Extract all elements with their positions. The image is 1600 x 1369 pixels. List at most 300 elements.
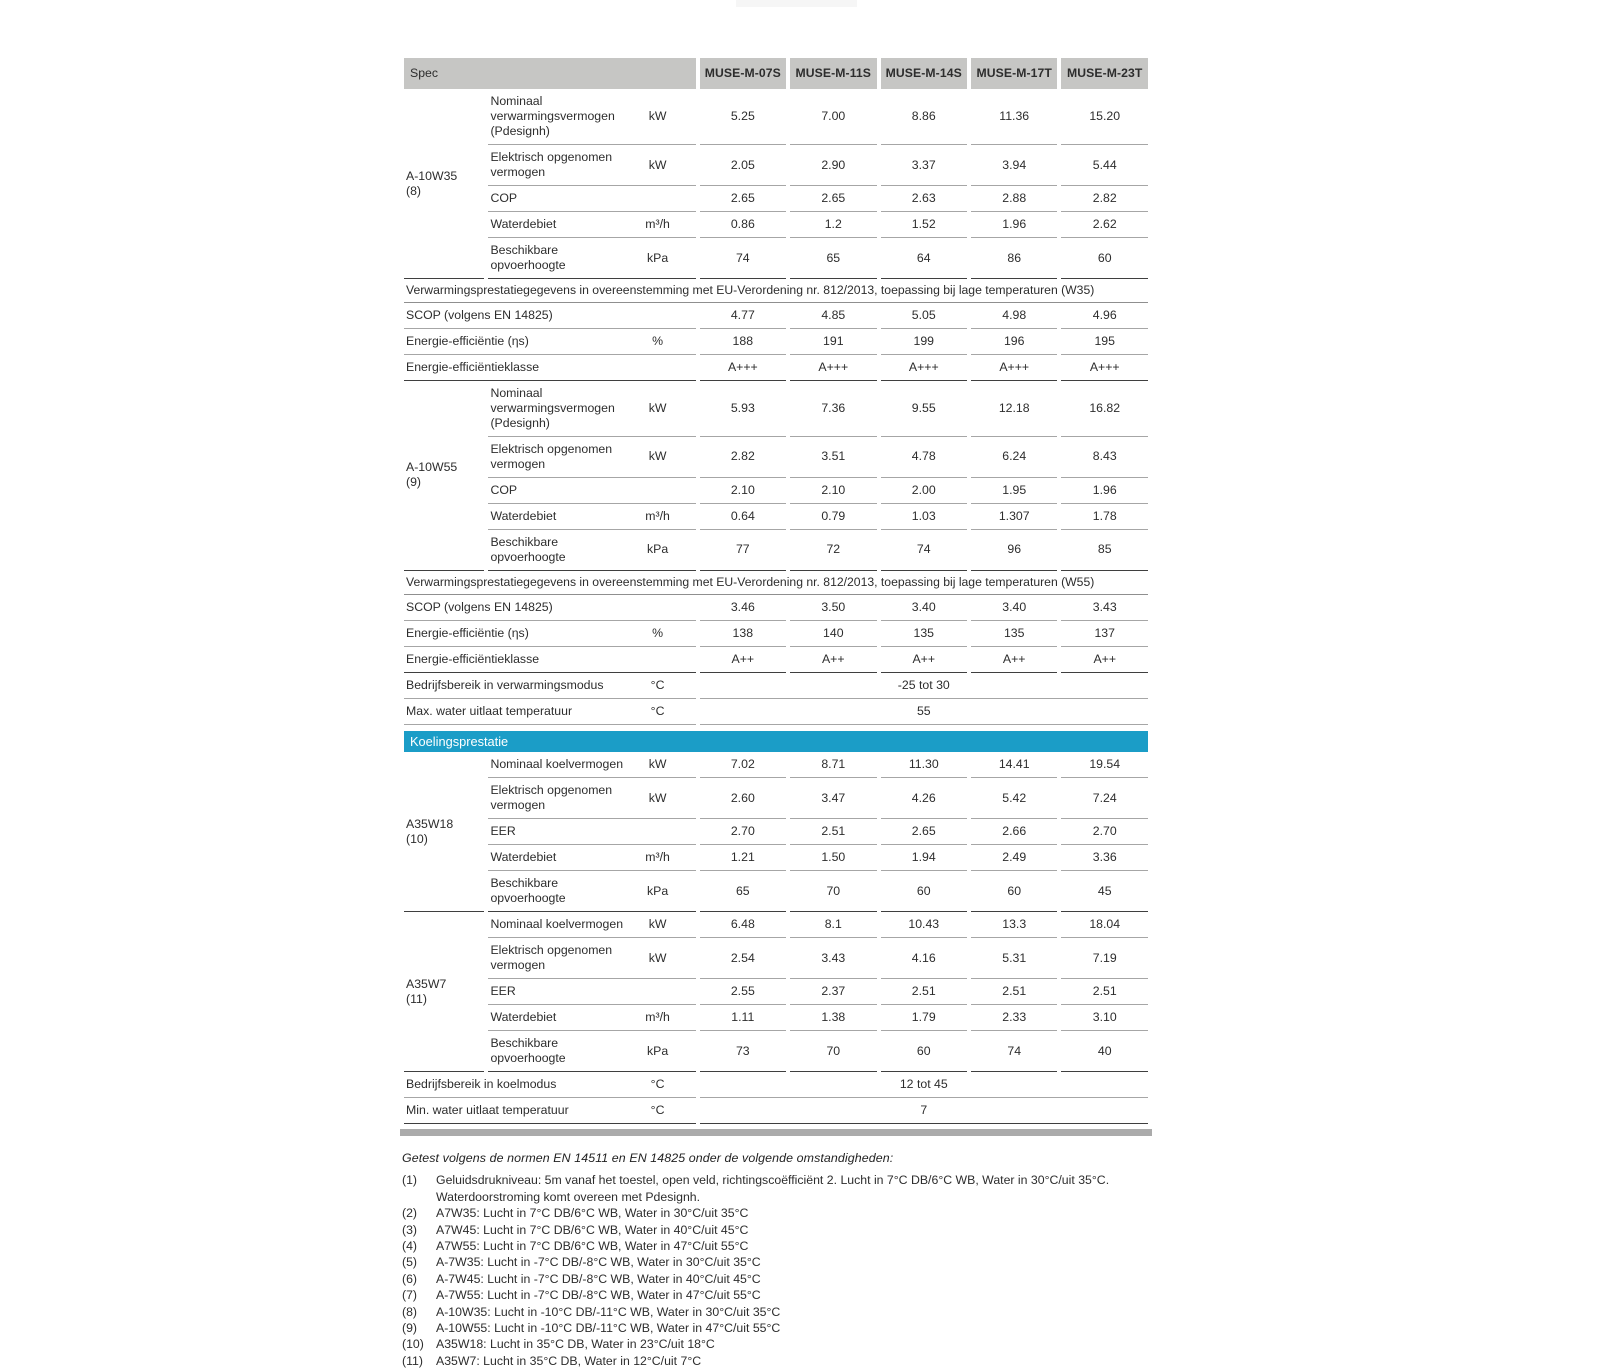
- spec-value: A++: [790, 647, 876, 673]
- spec-name: Elektrisch opgenomen vermogen: [490, 943, 613, 973]
- spec-unit: kW: [648, 790, 667, 805]
- spec-header-cell: Spec: [404, 58, 696, 89]
- spec-value: 5.25: [700, 89, 786, 145]
- spec-name-cell: [404, 621, 696, 647]
- footnote-line: A-7W35: Lucht in -7°C DB/-8°C WB, Water in 30°C/uit 35°C: [436, 1255, 761, 1270]
- spec-value: A++: [700, 647, 786, 673]
- spec-name-cell: [488, 437, 695, 478]
- spec-name-cell: [488, 778, 695, 819]
- spec-value: 2.82: [700, 437, 786, 478]
- spec-value: 11.30: [881, 752, 967, 778]
- spec-value: 8.86: [881, 89, 967, 145]
- spec-name-cell: [404, 355, 696, 381]
- spec-value: 188: [700, 329, 786, 355]
- spec-value: 0.64: [700, 504, 786, 530]
- spec-value: 2.63: [881, 186, 967, 212]
- spec-value: 2.70: [700, 819, 786, 845]
- spec-name: COP: [490, 482, 518, 497]
- footnote-text: [436, 1336, 1152, 1352]
- table-row: [404, 621, 1148, 647]
- spec-value: 8.71: [790, 752, 876, 778]
- table-row: [404, 752, 1148, 778]
- spec-value: A++: [881, 647, 967, 673]
- spec-value: 2.37: [790, 979, 876, 1005]
- spec-name-cell: [404, 699, 696, 725]
- footnote-item: [402, 1287, 1152, 1303]
- spec-value: 1.94: [881, 845, 967, 871]
- spec-unit: %: [652, 625, 664, 640]
- spec-name: Beschikbare opvoerhoogte: [490, 1036, 566, 1066]
- spec-value: 72: [790, 530, 876, 571]
- spec-unit: kW: [648, 757, 667, 772]
- spec-value: 2.10: [700, 478, 786, 504]
- table-row: [404, 673, 1148, 699]
- footnote-text: [436, 1271, 1152, 1287]
- spec-value: 3.10: [1061, 1005, 1148, 1031]
- section-text-row: [404, 279, 1148, 303]
- section-text-row: [404, 571, 1148, 595]
- footnote-text: [436, 1254, 1152, 1270]
- spec-value: 3.51: [790, 437, 876, 478]
- footnote-line: Waterdoorstroming komt overeen met Pdesignh.: [436, 1189, 701, 1204]
- footnote-line: A7W55: Lucht in 7°C DB/6°C WB, Water in 47°C/uit 55°C: [436, 1238, 749, 1253]
- spec-value: 196: [971, 329, 1057, 355]
- spec-unit: m³/h: [645, 508, 670, 523]
- spec-name-cell: [488, 979, 695, 1005]
- spec-value: 1.11: [700, 1005, 786, 1031]
- spec-value: 14.41: [971, 752, 1057, 778]
- spec-name-cell: [404, 1072, 696, 1098]
- spec-unit: kPa: [646, 883, 669, 898]
- spec-name-cell: [488, 89, 695, 145]
- spec-value: A+++: [700, 355, 786, 381]
- spec-value: 16.82: [1061, 381, 1148, 437]
- model-header-cell: MUSE-M-14S: [881, 58, 967, 89]
- spec-value: 2.70: [1061, 819, 1148, 845]
- footnote-text: [436, 1238, 1152, 1254]
- table-row: [404, 329, 1148, 355]
- table-row: [404, 1072, 1148, 1098]
- spec-value: 2.51: [881, 979, 967, 1005]
- footnote-list: [402, 1172, 1152, 1369]
- spec-name-cell: [404, 303, 696, 329]
- table-row: [404, 1031, 1148, 1072]
- spec-name-cell: [404, 329, 696, 355]
- model-header-cell: MUSE-M-23T: [1061, 58, 1148, 89]
- table-row: [404, 595, 1148, 621]
- spec-value: 8.1: [790, 912, 876, 938]
- spec-value: 12.18: [971, 381, 1057, 437]
- spec-value: 3.36: [1061, 845, 1148, 871]
- footnote-item: [402, 1238, 1152, 1254]
- spec-value: 15.20: [1061, 89, 1148, 145]
- footnotes: [400, 1151, 1152, 1369]
- footnote-text: [436, 1172, 1152, 1205]
- spec-value: 2.88: [971, 186, 1057, 212]
- spec-value: 135: [881, 621, 967, 647]
- table-row: [404, 871, 1148, 912]
- footnote-text: [436, 1353, 1152, 1369]
- spec-value: 2.65: [881, 819, 967, 845]
- spec-value: A+++: [971, 355, 1057, 381]
- spec-value: 1.96: [971, 212, 1057, 238]
- spec-name: Nominaal koelvermogen: [490, 757, 624, 772]
- spec-range-value: 55: [700, 699, 1148, 725]
- footnote-line: Geluidsdrukniveau: 5m vanaf het toestel, open veld, richtingscoëfficiënt 2. Lucht in 7°C DB/6°C WB, Water in 30°C/uit 35°C.: [436, 1173, 1110, 1188]
- footnote-item: [402, 1320, 1152, 1336]
- table-row: [404, 504, 1148, 530]
- spec-name-cell: [404, 1098, 696, 1124]
- spec-unit: kW: [648, 917, 667, 932]
- spec-value: 60: [881, 871, 967, 912]
- spec-table: [400, 58, 1152, 1124]
- spec-name-cell: [488, 871, 695, 912]
- table-row: [404, 1005, 1148, 1031]
- spec-name: Elektrisch opgenomen vermogen: [490, 150, 613, 179]
- spec-name-cell: [488, 504, 695, 530]
- spec-value: 2.33: [971, 1005, 1057, 1031]
- group-code: A-10W55: [406, 460, 458, 475]
- table-row: [404, 186, 1148, 212]
- footnote-number: (1): [402, 1173, 418, 1188]
- spec-name-cell: [404, 595, 696, 621]
- footnote-text: [436, 1287, 1152, 1303]
- spec-value: 8.43: [1061, 437, 1148, 478]
- spec-name: Nominaal verwarmingsvermogen (Pdesignh): [490, 94, 615, 138]
- spec-name: SCOP (volgens EN 14825): [406, 599, 553, 614]
- spec-value: 4.85: [790, 303, 876, 329]
- spec-name: Energie-efficiëntieklasse: [406, 359, 540, 374]
- spec-value: 7.19: [1061, 938, 1148, 979]
- spec-value: A++: [1061, 647, 1148, 673]
- group-code: A35W18: [406, 816, 454, 831]
- table-row: [404, 381, 1148, 437]
- spec-sheet: [400, 58, 1152, 1369]
- model-header-cell: MUSE-M-17T: [971, 58, 1057, 89]
- spec-name: Nominaal koelvermogen: [490, 917, 624, 932]
- spec-value: 2.49: [971, 845, 1057, 871]
- spec-name: Waterdebiet: [490, 850, 557, 865]
- spec-value: 11.36: [971, 89, 1057, 145]
- row-group-label: [404, 381, 484, 571]
- section-banner-row: [404, 731, 1148, 753]
- spec-value: 3.40: [881, 595, 967, 621]
- spec-value: 4.96: [1061, 303, 1148, 329]
- footnote-item: [402, 1205, 1152, 1221]
- spec-value: 4.98: [971, 303, 1057, 329]
- spec-value: 1.2: [790, 212, 876, 238]
- spec-value: 40: [1061, 1031, 1148, 1072]
- spec-name: Energie-efficiëntie (ηs): [406, 333, 529, 348]
- spec-value: 4.16: [881, 938, 967, 979]
- spec-value: 45: [1061, 871, 1148, 912]
- footnote-text: [436, 1205, 1152, 1221]
- spec-name: Waterdebiet: [490, 1010, 557, 1025]
- spec-unit: °C: [650, 703, 665, 718]
- spec-value: 7.02: [700, 752, 786, 778]
- table-row: [404, 819, 1148, 845]
- row-group-label: [404, 752, 484, 912]
- spec-name-cell: [488, 938, 695, 979]
- spec-unit: kPa: [646, 250, 669, 265]
- spec-name: Energie-efficiëntie (ηs): [406, 625, 529, 640]
- spec-name-cell: [488, 530, 695, 571]
- footnote-item: [402, 1172, 1152, 1205]
- spec-value: 13.3: [971, 912, 1057, 938]
- spec-name: Min. water uitlaat temperatuur: [406, 1103, 569, 1118]
- table-row: [404, 212, 1148, 238]
- group-footnote-ref: (9): [406, 475, 422, 490]
- spec-value: 4.26: [881, 778, 967, 819]
- footnote-number: (6): [402, 1271, 418, 1286]
- footnote-item: [402, 1254, 1152, 1270]
- footnote-item: [402, 1353, 1152, 1369]
- spec-value: 7.24: [1061, 778, 1148, 819]
- spec-value: 5.31: [971, 938, 1057, 979]
- spec-value: 60: [1061, 238, 1148, 279]
- spec-value: 6.24: [971, 437, 1057, 478]
- spec-name-cell: [488, 819, 695, 845]
- table-row: [404, 303, 1148, 329]
- spec-name: SCOP (volgens EN 14825): [406, 307, 553, 322]
- footnote-number: (3): [402, 1222, 418, 1237]
- spec-name-cell: [488, 381, 695, 437]
- footnote-number: (5): [402, 1255, 418, 1270]
- table-row: [404, 938, 1148, 979]
- spec-value: 74: [700, 238, 786, 279]
- table-row: [404, 355, 1148, 381]
- section-text: Verwarmingsprestatiegegevens in overeenstemming met EU-Verordening nr. 812/2013, toepassing bij lage temperaturen (W55): [404, 571, 1148, 595]
- cooling-banner: Koelingsprestatie: [404, 731, 1148, 753]
- group-footnote-ref: (11): [406, 991, 427, 1006]
- spec-name-cell: [488, 845, 695, 871]
- row-group-label: [404, 89, 484, 279]
- spec-unit: kW: [648, 950, 667, 965]
- spec-value: 3.47: [790, 778, 876, 819]
- spec-value: 64: [881, 238, 967, 279]
- table-row: [404, 647, 1148, 673]
- spec-name-cell: [404, 647, 696, 673]
- spec-unit: kW: [648, 109, 667, 123]
- spec-value: 5.42: [971, 778, 1057, 819]
- row-group-label: [404, 912, 484, 1072]
- spec-name-cell: [488, 752, 695, 778]
- spec-value: 9.55: [881, 381, 967, 437]
- spec-value: 73: [700, 1031, 786, 1072]
- group-code: A35W7: [406, 976, 447, 991]
- spec-value: 1.307: [971, 504, 1057, 530]
- spec-value: 70: [790, 1031, 876, 1072]
- spec-value: 137: [1061, 621, 1148, 647]
- spec-value: 70: [790, 871, 876, 912]
- table-row: [404, 238, 1148, 279]
- spec-name: Beschikbare opvoerhoogte: [490, 876, 566, 906]
- footnote-text: [436, 1222, 1152, 1238]
- table-bottom-bar: [400, 1129, 1152, 1136]
- spec-value: 96: [971, 530, 1057, 571]
- spec-name-cell: [488, 145, 695, 186]
- table-row: [404, 845, 1148, 871]
- table-row: [404, 778, 1148, 819]
- spec-value: 4.77: [700, 303, 786, 329]
- spec-name: Beschikbare opvoerhoogte: [490, 534, 566, 564]
- spec-unit: m³/h: [645, 850, 670, 865]
- footnote-number: (11): [402, 1353, 423, 1368]
- spec-value: 140: [790, 621, 876, 647]
- spec-unit: °C: [650, 1103, 665, 1118]
- footnote-number: (8): [402, 1304, 418, 1319]
- spec-unit: kW: [648, 400, 667, 415]
- spec-value: 1.50: [790, 845, 876, 871]
- footnote-number: (9): [402, 1321, 418, 1336]
- spec-value: 135: [971, 621, 1057, 647]
- spec-name: Waterdebiet: [490, 217, 557, 231]
- spec-unit: m³/h: [645, 217, 670, 231]
- table-row: [404, 912, 1148, 938]
- spec-value: 3.94: [971, 145, 1057, 186]
- spec-name: EER: [490, 824, 516, 839]
- footnote-text: [436, 1320, 1152, 1336]
- spec-value: 2.65: [700, 186, 786, 212]
- spec-value: A+++: [881, 355, 967, 381]
- spec-name-cell: [488, 238, 695, 279]
- footnote-line: A-7W45: Lucht in -7°C DB/-8°C WB, Water in 40°C/uit 45°C: [436, 1271, 761, 1286]
- spec-name: Energie-efficiëntieklasse: [406, 651, 540, 666]
- spec-name: Elektrisch opgenomen vermogen: [490, 783, 613, 813]
- footnote-line: A7W35: Lucht in 7°C DB/6°C WB, Water in 30°C/uit 35°C: [436, 1206, 749, 1221]
- spec-value: 2.10: [790, 478, 876, 504]
- spec-value: 3.46: [700, 595, 786, 621]
- spec-value: 1.78: [1061, 504, 1148, 530]
- spec-value: 3.37: [881, 145, 967, 186]
- spec-value: 0.86: [700, 212, 786, 238]
- spec-value: 191: [790, 329, 876, 355]
- spec-unit: kPa: [646, 1043, 669, 1058]
- spec-value: 199: [881, 329, 967, 355]
- spec-value: 60: [881, 1031, 967, 1072]
- spec-name-cell: [488, 186, 695, 212]
- spec-value: 65: [700, 871, 786, 912]
- spec-value: 74: [971, 1031, 1057, 1072]
- spec-value: 3.50: [790, 595, 876, 621]
- footnote-item: [402, 1304, 1152, 1320]
- table-row: [404, 530, 1148, 571]
- spec-range-value: 7: [700, 1098, 1148, 1124]
- spec-name-cell: [488, 478, 695, 504]
- spec-value: 1.96: [1061, 478, 1148, 504]
- footnote-item: [402, 1222, 1152, 1238]
- spec-value: 7.00: [790, 89, 876, 145]
- table-row: [404, 699, 1148, 725]
- spec-value: 1.03: [881, 504, 967, 530]
- spec-value: 19.54: [1061, 752, 1148, 778]
- spec-value: 2.65: [790, 186, 876, 212]
- spec-name: EER: [490, 984, 516, 999]
- table-header-row: [404, 58, 1148, 89]
- spec-range-value: 12 tot 45: [700, 1072, 1148, 1098]
- footnote-number: (4): [402, 1238, 418, 1253]
- spec-value: A+++: [1061, 355, 1148, 381]
- spec-value: 2.55: [700, 979, 786, 1005]
- spec-name: Nominaal verwarmingsvermogen (Pdesignh): [490, 385, 615, 430]
- spec-name: COP: [490, 191, 518, 205]
- spec-value: 2.00: [881, 478, 967, 504]
- table-row: [404, 979, 1148, 1005]
- group-code: A-10W35: [406, 168, 458, 183]
- footnote-number: (7): [402, 1288, 418, 1303]
- spec-value: 2.51: [971, 979, 1057, 1005]
- spec-value: 3.43: [790, 938, 876, 979]
- spec-value: 77: [700, 530, 786, 571]
- page-top-artifact: [736, 0, 857, 7]
- spec-unit: kW: [648, 449, 667, 464]
- spec-value: 74: [881, 530, 967, 571]
- spec-name-cell: [404, 673, 696, 699]
- spec-name: Bedrijfsbereik in verwarmingsmodus: [406, 677, 604, 692]
- table-row: [404, 1098, 1148, 1124]
- spec-value: 2.82: [1061, 186, 1148, 212]
- spec-value: 85: [1061, 530, 1148, 571]
- table-row: [404, 437, 1148, 478]
- group-footnote-ref: (10): [406, 831, 428, 846]
- footnote-line: A-7W55: Lucht in -7°C DB/-8°C WB, Water in 47°C/uit 55°C: [436, 1288, 761, 1303]
- table-row: [404, 89, 1148, 145]
- spec-value: 3.40: [971, 595, 1057, 621]
- spec-value: 86: [971, 238, 1057, 279]
- spec-value: 1.21: [700, 845, 786, 871]
- spec-value: 0.79: [790, 504, 876, 530]
- table-header: [404, 58, 1148, 89]
- spec-name: Bedrijfsbereik in koelmodus: [406, 1077, 557, 1092]
- spec-value: 2.51: [790, 819, 876, 845]
- footnote-line: A35W7: Lucht in 35°C DB, Water in 12°C/uit 7°C: [436, 1353, 702, 1368]
- spec-unit: kW: [648, 157, 667, 172]
- spec-value: 1.79: [881, 1005, 967, 1031]
- model-header-cell: MUSE-M-11S: [790, 58, 876, 89]
- spec-name-cell: [488, 1005, 695, 1031]
- spec-name-cell: [488, 1031, 695, 1072]
- spec-name: Beschikbare opvoerhoogte: [490, 243, 566, 272]
- spec-name-cell: [488, 212, 695, 238]
- spec-name: Waterdebiet: [490, 508, 557, 523]
- spec-value: 4.78: [881, 437, 967, 478]
- spec-value: 2.60: [700, 778, 786, 819]
- spec-value: 18.04: [1061, 912, 1148, 938]
- footnote-item: [402, 1271, 1152, 1287]
- spec-value: 2.05: [700, 145, 786, 186]
- spec-value: 3.43: [1061, 595, 1148, 621]
- group-footnote-ref: (8): [406, 183, 422, 198]
- spec-name-cell: [488, 912, 695, 938]
- spec-unit: °C: [650, 677, 665, 692]
- spec-value: 5.93: [700, 381, 786, 437]
- spec-value: 6.48: [700, 912, 786, 938]
- spec-value: 5.05: [881, 303, 967, 329]
- spec-value: 1.38: [790, 1005, 876, 1031]
- spec-value: 1.95: [971, 478, 1057, 504]
- spec-unit: °C: [650, 1077, 665, 1092]
- footnote-text: [436, 1304, 1152, 1320]
- spec-value: 60: [971, 871, 1057, 912]
- footnote-number: (2): [402, 1206, 418, 1221]
- footnotes-intro: Getest volgens de normen EN 14511 en EN 14825 onder de volgende omstandigheden:: [402, 1151, 894, 1166]
- spec-value: 195: [1061, 329, 1148, 355]
- spec-value: 2.51: [1061, 979, 1148, 1005]
- footnote-line: A35W18: Lucht in 35°C DB, Water in 23°C/uit 18°C: [436, 1337, 715, 1352]
- spec-range-value: -25 tot 30: [700, 673, 1148, 699]
- footnote-line: A7W45: Lucht in 7°C DB/6°C WB, Water in 40°C/uit 45°C: [436, 1222, 749, 1237]
- footnote-item: [402, 1336, 1152, 1352]
